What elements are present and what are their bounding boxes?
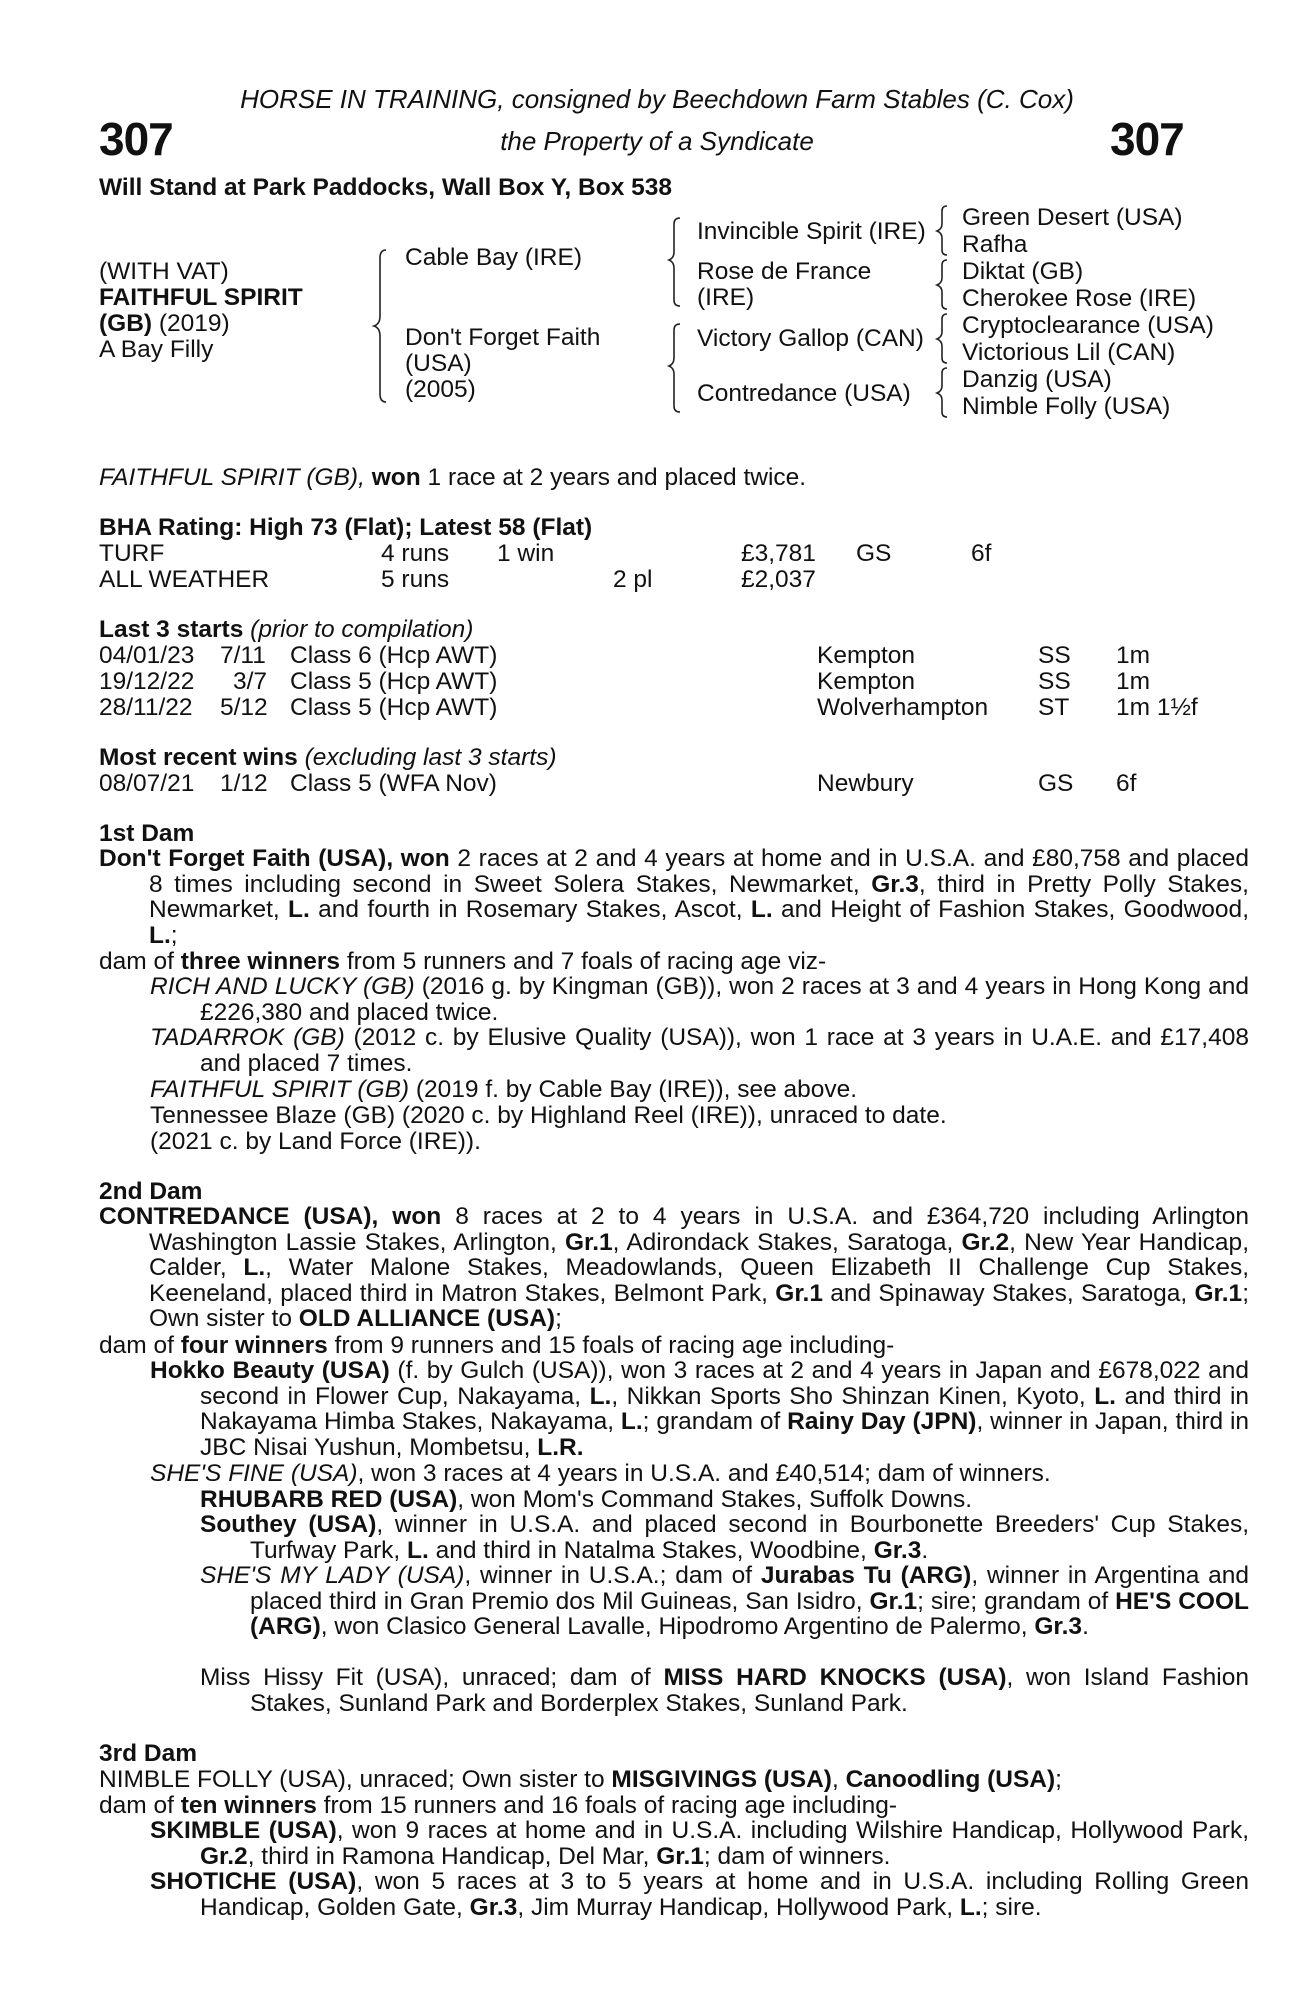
produce-subentry: RHUBARB RED (USA), won Mom's Command Stakes, Suffolk Downs.	[200, 1486, 973, 1513]
sire-dam-line2: (IRE)	[697, 284, 755, 311]
record-placed: 2 pl	[613, 566, 653, 593]
record-runs: 5 runs	[381, 566, 450, 593]
first-dam-record: Don't Forget Faith (USA), won 2 races at 2 and 4 years at home and in U.S.A. and £80,758 and placed 8 times including second in Sweet Solera Stakes, Newmarket, Gr.3, third in Pretty Polly Stakes, Newmarket, L. and fourth in Rosemary Stakes, Ascot, L. and Height of Fashion Stakes, Goodwood, L.;	[99, 845, 1250, 949]
lot-number-left: 307	[99, 113, 173, 165]
dam-dam: Contredance (USA)	[697, 380, 911, 407]
record-runs: 4 runs	[381, 540, 450, 567]
consignor-line: HORSE IN TRAINING, consigned by Beechdown Farm Stables (C. Cox)	[240, 84, 1074, 114]
start-date: 04/01/23	[99, 642, 195, 669]
produce-entry: TADARROK (GB) (2012 c. by Elusive Quality (USA)), won 1 race at 3 years in U.A.E. and £17,408 and placed 7 times.	[150, 1024, 1249, 1077]
start-course: Kempton	[817, 642, 916, 669]
produce-subentry: Southey (USA), winner in U.S.A. and placed second in Bourbonette Breeders' Cup Stakes, Turfway Park, L. and third in Natalma Stakes, Woodbine, Gr.3.	[200, 1511, 1249, 1564]
start-distance: 1m	[1116, 668, 1151, 695]
gen3-sdd: Cherokee Rose (IRE)	[962, 285, 1197, 312]
third-dam-produce-summary: dam of ten winners from 15 runners and 16 foals of racing age including-	[99, 1792, 898, 1819]
brace-gen3-1	[936, 204, 950, 260]
recent-wins-heading: Most recent wins (excluding last 3 starts)	[99, 744, 557, 771]
win-distance: 6f	[1116, 770, 1137, 797]
gen3-sss: Green Desert (USA)	[962, 204, 1183, 231]
win-course: Newbury	[817, 770, 914, 797]
dam-sire: Victory Gallop (CAN)	[697, 325, 924, 352]
property-line: the Property of a Syndicate	[500, 126, 814, 156]
win-going: GS	[1038, 770, 1074, 797]
sire-sire: Invincible Spirit (IRE)	[697, 218, 926, 245]
bha-rating: BHA Rating: High 73 (Flat); Latest 58 (Flat)	[99, 514, 593, 541]
produce-entry: (2021 c. by Land Force (IRE)).	[150, 1128, 481, 1155]
vat-note: (WITH VAT)	[99, 258, 229, 285]
produce-entry: RICH AND LUCKY (GB) (2016 g. by Kingman (GB)), won 2 races at 3 and 4 years in Hong Kong and £226,380 and placed twice.	[150, 973, 1249, 1026]
dam-name-line1: Don't Forget Faith	[405, 324, 601, 351]
first-dam-heading: 1st Dam	[99, 820, 195, 847]
brace-gen3-3	[936, 312, 950, 368]
record-distance: 6f	[971, 540, 992, 567]
last3-heading: Last 3 starts (prior to compilation)	[99, 616, 474, 643]
lot-number-right: 307	[1110, 113, 1184, 165]
start-course: Kempton	[817, 668, 916, 695]
start-position: 7/11	[220, 642, 266, 669]
gen3-dss: Cryptoclearance (USA)	[962, 312, 1214, 339]
race-summary: FAITHFUL SPIRIT (GB), won 1 race at 2 years and placed twice.	[99, 464, 807, 491]
start-race: Class 5 (Hcp AWT)	[290, 668, 498, 695]
first-dam-produce-summary: dam of three winners from 5 runners and 7 foals of racing age viz-	[99, 948, 827, 975]
dam-name-line2: (USA)	[405, 350, 472, 377]
record-earnings: £3,781	[741, 540, 816, 567]
gen3-ddd: Nimble Folly (USA)	[962, 393, 1171, 420]
produce-entry: SHOTICHE (USA), won 5 races at 3 to 5 years at home and in U.S.A. including Rolling Green Handicap, Golden Gate, Gr.3, Jim Murray Handicap, Hollywood Park, L.; sire.	[150, 1868, 1249, 1921]
horse-origin-year: (GB) (2019)	[99, 310, 230, 337]
start-going: SS	[1038, 668, 1071, 695]
gen3-sds: Diktat (GB)	[962, 258, 1084, 285]
dam-brace	[668, 322, 684, 422]
record-wins: 1 win	[497, 540, 555, 567]
start-race: Class 5 (Hcp AWT)	[290, 694, 498, 721]
brace-gen3-4	[936, 366, 950, 422]
pedigree-brace-main	[372, 246, 392, 406]
start-going: ST	[1038, 694, 1070, 721]
third-dam-heading: 3rd Dam	[99, 1740, 198, 1767]
start-date: 19/12/22	[99, 668, 195, 695]
second-dam-heading: 2nd Dam	[99, 1178, 203, 1205]
win-race: Class 5 (WFA Nov)	[290, 770, 497, 797]
start-race: Class 6 (Hcp AWT)	[290, 642, 498, 669]
second-dam-produce-summary: dam of four winners from 9 runners and 15 foals of racing age including-	[99, 1332, 895, 1359]
second-dam-record: CONTREDANCE (USA), won 8 races at 2 to 4 years in U.S.A. and £364,720 including Arlington Washington Lassie Stakes, Arlington, Gr.1, Adirondack Stakes, Saratoga, Gr.2, New Year Handicap, Calder, L., Water Malone Stakes, Meadowlands, Queen Elizabeth II Challenge Cup Stakes, Keeneland, placed third in Matron Stakes, Belmont Park, Gr.1 and Spinaway Stakes, Saratoga, Gr.1; Own sister to OLD ALLIANCE (USA);	[99, 1203, 1249, 1333]
start-course: Wolverhampton	[817, 694, 989, 721]
sire-dam-line1: Rose de France	[697, 258, 872, 285]
produce-entry: FAITHFUL SPIRIT (GB) (2019 f. by Cable Bay (IRE)), see above.	[150, 1076, 858, 1103]
horse-description: A Bay Filly	[99, 336, 214, 363]
win-position: 1/12	[220, 770, 268, 797]
produce-entry: Tennessee Blaze (GB) (2020 c. by Highland Reel (IRE)), unraced to date.	[150, 1102, 947, 1129]
win-date: 08/07/21	[99, 770, 195, 797]
start-position: 5/12	[220, 694, 268, 721]
record-earnings: £2,037	[741, 566, 816, 593]
start-distance: 1m	[1116, 642, 1151, 669]
gen3-dsd: Victorious Lil (CAN)	[962, 339, 1176, 366]
produce-entry: SKIMBLE (USA), won 9 races at home and in U.S.A. including Wilshire Handicap, Hollywood Park, Gr.2, third in Ramona Handicap, Del Mar, Gr.1; dam of winners.	[150, 1817, 1250, 1870]
produce-entry: SHE'S FINE (USA), won 3 races at 4 years in U.S.A. and £40,514; dam of winners.	[150, 1460, 1051, 1487]
start-distance: 1m 1½f	[1116, 694, 1198, 721]
third-dam-record: NIMBLE FOLLY (USA), unraced; Own sister to MISGIVINGS (USA), Canoodling (USA);	[99, 1766, 1062, 1793]
stabling-location: Will Stand at Park Paddocks, Wall Box Y, Box 538	[99, 174, 672, 201]
brace-gen3-2	[936, 258, 950, 314]
dam-year: (2005)	[405, 376, 476, 403]
gen3-dds: Danzig (USA)	[962, 366, 1112, 393]
record-going: GS	[856, 540, 892, 567]
produce-subentry: SHE'S MY LADY (USA), winner in U.S.A.; dam of Jurabas Tu (ARG), winner in Argentina and placed third in Gran Premio dos Mil Guineas, San Isidro, Gr.1; sire; grandam of HE'S COOL (ARG), won Clasico General Lavalle, Hipodromo Argentino de Palermo, Gr.3.	[200, 1562, 1250, 1641]
gen3-ssd: Rafha	[962, 231, 1028, 258]
record-surface: TURF	[99, 540, 165, 567]
start-going: SS	[1038, 642, 1071, 669]
start-position: 3/7	[233, 668, 268, 695]
start-date: 28/11/22	[99, 694, 193, 721]
produce-subentry: Miss Hissy Fit (USA), unraced; dam of MISS HARD KNOCKS (USA), won Island Fashion Stakes, Sunland Park and Borderplex Stakes, Sunland Park.	[200, 1664, 1249, 1717]
horse-name: FAITHFUL SPIRIT	[99, 284, 303, 311]
sire-brace	[668, 216, 684, 316]
record-surface: ALL WEATHER	[99, 566, 270, 593]
sire-name: Cable Bay (IRE)	[405, 244, 583, 271]
produce-entry: Hokko Beauty (USA) (f. by Gulch (USA)), won 3 races at 2 and 4 years in Japan and £678,022 and second in Flower Cup, Nakayama, L., Nikkan Sports Sho Shinzan Kinen, Kyoto, L. and third in Nakayama Himba Stakes, Nakayama, L.; grandam of Rainy Day (JPN), winner in Japan, third in JBC Nisai Yushun, Mombetsu, L.R.	[150, 1357, 1250, 1461]
